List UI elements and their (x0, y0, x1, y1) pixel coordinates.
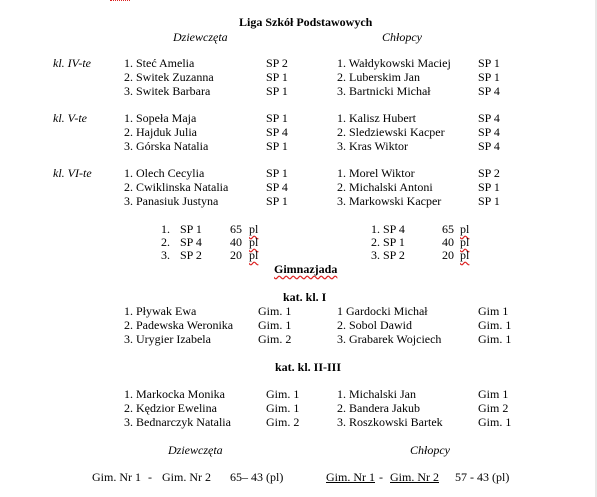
team-points: 20 (442, 248, 454, 262)
match-score: 57 - 43 (pl) (455, 470, 510, 484)
girl-name: 2. Switek Zuzanna (124, 70, 214, 84)
girl-name: 1. Pływak Ewa (124, 304, 197, 318)
team-place: 1. (161, 222, 170, 236)
girl-name: 1. Steć Amelia (124, 56, 195, 70)
team-points: 40 (230, 235, 242, 249)
match-team-a: Gim. Nr 1 (326, 470, 375, 484)
category-title: kat. kl. I (283, 290, 327, 304)
boy-name: 3. Kras Wiktor (337, 139, 408, 153)
boy-name: 2. Luberskim Jan (337, 70, 420, 84)
boy-school: Gim 2 (478, 401, 509, 415)
boy-school: SP 4 (478, 139, 500, 153)
boy-name: 2. Sledziewski Kacper (337, 125, 445, 139)
boy-school: Gim. 1 (478, 318, 512, 332)
boy-name: 3. Grabarek Wojciech (337, 332, 442, 346)
boy-school: SP 4 (478, 84, 500, 98)
boy-school: Gim. 1 (478, 332, 512, 346)
boy-school: SP 1 (478, 180, 500, 194)
boy-school: Gim 1 (478, 304, 509, 318)
girl-school: SP 4 (266, 125, 288, 139)
girl-name: 1. Markocka Monika (124, 387, 225, 401)
match-team-b: Gim. Nr 2 (390, 470, 439, 484)
boy-school: Gim 1 (478, 387, 509, 401)
girl-name: 3. Switek Barbara (124, 84, 211, 98)
team-unit: pl (249, 222, 259, 236)
team-unit: pl (460, 222, 470, 236)
boy-school: SP 1 (478, 194, 500, 208)
class-label: kl. IV-te (53, 56, 91, 70)
page-title: Liga Szkół Podstawowych (239, 15, 373, 29)
boy-school: SP 2 (478, 166, 500, 180)
team-school: SP 1 (180, 222, 202, 236)
team-unit: pl (249, 248, 259, 262)
boy-school: Gim. 1 (478, 415, 512, 429)
boy-school: SP 4 (478, 111, 500, 125)
class-label: kl. VI-te (53, 166, 92, 180)
boy-name: 2. Bandera Jakub (337, 401, 420, 415)
girl-name: 2. Kędzior Ewelina (124, 401, 217, 415)
boy-name: 3. Bartnicki Michał (337, 84, 431, 98)
girl-name: 3. Urygier Izabela (124, 332, 211, 346)
boy-name: 1. Wałdykowski Maciej (337, 56, 451, 70)
boy-school: SP 1 (478, 70, 500, 84)
girl-name: 1. Olech Cecylia (124, 166, 205, 180)
team-unit: pl (249, 235, 259, 249)
girl-school: SP 2 (266, 56, 288, 70)
team-unit: pl (460, 235, 470, 249)
boy-name: 2. Michalski Antoni (337, 180, 433, 194)
girl-school: SP 4 (266, 180, 288, 194)
girl-school: Gim. 1 (258, 318, 292, 332)
boy-name: 1. Morel Wiktor (337, 166, 415, 180)
team-place: 3. (161, 248, 170, 262)
boy-name: 1. Kalisz Hubert (337, 111, 416, 125)
team-school: 1. SP 4 (371, 222, 405, 236)
team-points: 40 (442, 235, 454, 249)
match-score: 65– 43 (pl) (230, 470, 284, 484)
girl-school: SP 1 (266, 84, 288, 98)
boy-name: 1 Gardocki Michał (337, 304, 428, 318)
class-label: kl. V-te (53, 111, 87, 125)
boy-name: 2. Sobol Dawid (337, 318, 412, 332)
girl-school: Gim. 1 (258, 304, 292, 318)
match-team-b: Gim. Nr 2 (162, 470, 211, 484)
boy-name: 3. Roszkowski Bartek (337, 415, 443, 429)
girl-school: Gim. 1 (266, 387, 300, 401)
girl-name: 1. Sopeła Maja (124, 111, 197, 125)
girl-name: 3. Panasiuk Justyna (124, 194, 219, 208)
girl-school: Gim. 1 (266, 401, 300, 415)
girl-school: Gim. 2 (258, 332, 292, 346)
team-points: 65 (442, 222, 454, 236)
team-school: 3. SP 2 (371, 248, 405, 262)
team-school: SP 4 (180, 235, 202, 249)
boys-header: Chłopcy (382, 30, 422, 44)
team-unit: pl (460, 248, 470, 262)
team-school: SP 2 (180, 248, 202, 262)
boy-school: SP 1 (478, 56, 500, 70)
match-team-a: Gim. Nr 1 (92, 470, 141, 484)
match-separator: - (148, 470, 152, 484)
girl-name: 2. Cwiklinska Natalia (124, 180, 229, 194)
section-title: Gimnazjada (274, 262, 338, 276)
final-girls-header: Dziewczęta (168, 443, 223, 457)
girl-name: 3. Górska Natalia (124, 139, 209, 153)
girl-name: 2. Padewska Weronika (124, 318, 234, 332)
team-points: 65 (230, 222, 242, 236)
girl-school: SP 1 (266, 70, 288, 84)
girl-name: 3. Bednarczyk Natalia (124, 415, 231, 429)
final-boys-header: Chłopcy (410, 443, 450, 457)
match-separator: - (379, 470, 383, 484)
team-school: 2. SP 1 (371, 235, 405, 249)
team-place: 2. (161, 235, 170, 249)
girl-school: SP 1 (266, 139, 288, 153)
girl-school: Gim. 2 (266, 415, 300, 429)
girl-name: 2. Hajduk Julia (124, 125, 197, 139)
boy-name: 3. Markowski Kacper (337, 194, 442, 208)
boy-school: SP 4 (478, 125, 500, 139)
girl-school: SP 1 (266, 194, 288, 208)
top-mark (110, 0, 130, 1)
girl-school: SP 1 (266, 111, 288, 125)
girl-school: SP 1 (266, 166, 288, 180)
category-title: kat. kl. II-III (275, 360, 342, 374)
girls-header: Dziewczęta (173, 30, 228, 44)
team-points: 20 (230, 248, 242, 262)
boy-name: 1. Michalski Jan (337, 387, 416, 401)
